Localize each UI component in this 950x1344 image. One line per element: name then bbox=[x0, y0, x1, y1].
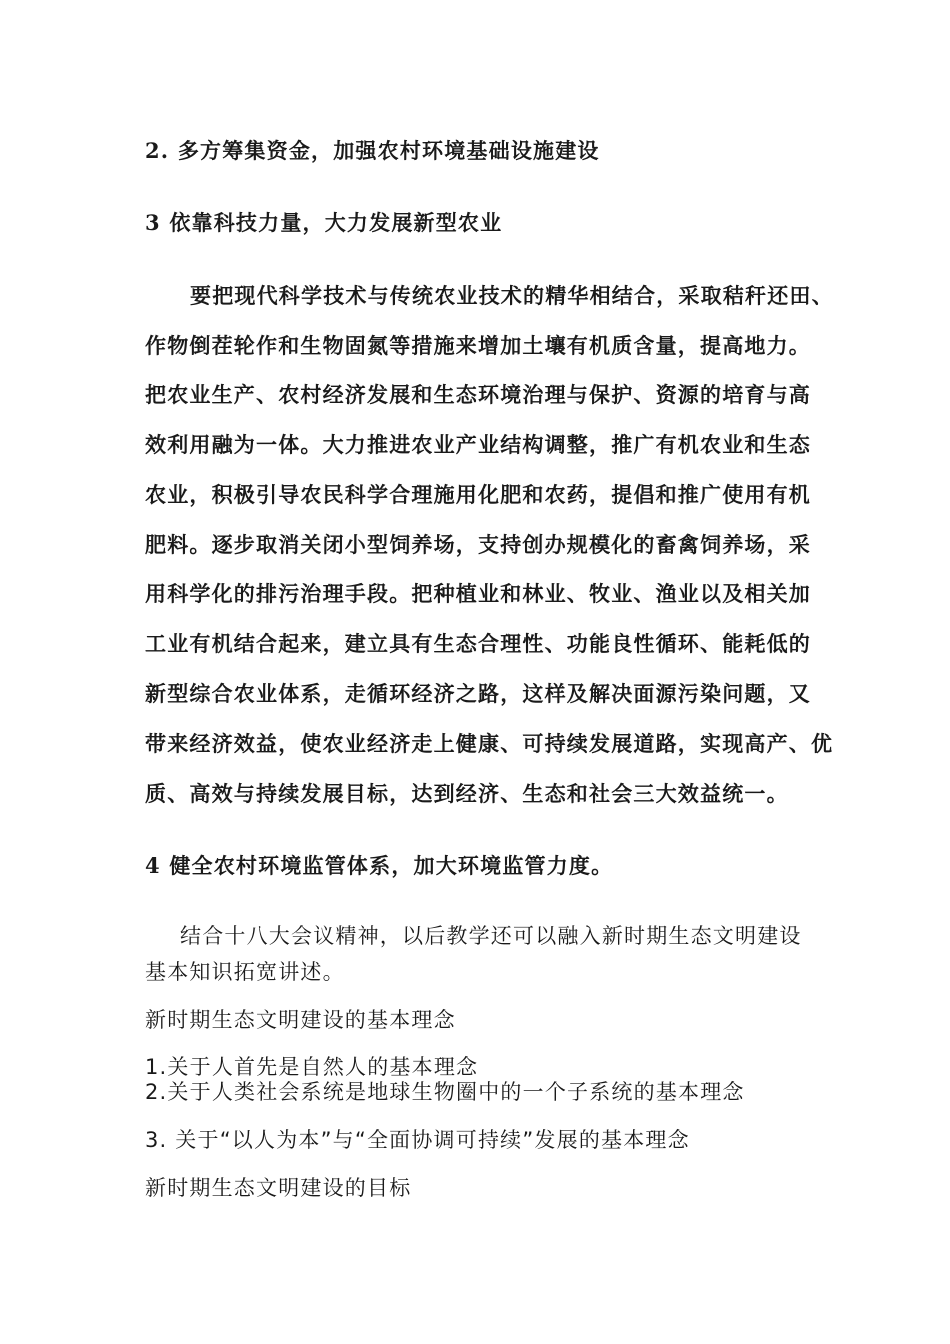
paragraph-line: 把农业生产、农村经济发展和生态环境治理与保护、资源的培育与高 bbox=[145, 382, 811, 407]
paragraph-line: 作物倒茬轮作和生物固氮等措施来增加土壤有机质含量，提高地力。 bbox=[145, 333, 811, 358]
note-line-1 bbox=[180, 926, 802, 947]
section-title-goals: 新时期生态文明建设的目标 bbox=[145, 1176, 412, 1200]
heading-item-3: 3 依靠科技力量，大力发展新型农业 bbox=[145, 210, 503, 235]
note-emphasis: 新时期生态文明建设 bbox=[601, 924, 802, 948]
paragraph-line: 质、高效与持续发展目标，达到经济、生态和社会三大效益统一。 bbox=[145, 781, 789, 806]
note-line-2: 基本知识拓宽讲述。 bbox=[145, 960, 345, 984]
paragraph-line: 农业，积极引导农民科学合理施用化肥和农药，提倡和推广使用有机 bbox=[145, 482, 811, 507]
heading-item-4: 4 健全农村环境监管体系，加大环境监管力度。 bbox=[145, 853, 614, 878]
paragraph-line: 用科学化的排污治理手段。把种植业和林业、牧业、渔业以及相关加 bbox=[145, 581, 811, 606]
paragraph-line: 带来经济效益，使农业经济走上健康、可持续发展道路，实现高产、优 bbox=[145, 731, 834, 756]
paragraph-line: 效利用融为一体。大力推进农业产业结构调整，推广有机农业和生态 bbox=[145, 432, 811, 457]
note-line-1-text: 结合十八大会议精神，以后教学还可以融入 bbox=[180, 924, 602, 948]
section-title-concepts: 新时期生态文明建设的基本理念 bbox=[145, 1008, 456, 1032]
concept-item-1: 1.关于人首先是自然人的基本理念 bbox=[145, 1055, 479, 1079]
paragraph-line: 要把现代科学技术与传统农业技术的精华相结合，采取秸秆还田、 bbox=[190, 283, 834, 308]
concept-item-2: 2.关于人类社会系统是地球生物圈中的一个子系统的基本理念 bbox=[145, 1080, 745, 1104]
paragraph-line: 工业有机结合起来，建立具有生态合理性、功能良性循环、能耗低的 bbox=[145, 631, 811, 656]
paragraph-line: 肥料。逐步取消关闭小型饲养场，支持创办规模化的畜禽饲养场，采 bbox=[145, 532, 811, 557]
concept-item-3: 3. 关于“以人为本”与“全面协调可持续”发展的基本理念 bbox=[145, 1128, 690, 1152]
paragraph-line: 新型综合农业体系，走循环经济之路，这样及解决面源污染问题，又 bbox=[145, 681, 811, 706]
heading-item-2: 2. 多方筹集资金，加强农村环境基础设施建设 bbox=[145, 138, 600, 163]
